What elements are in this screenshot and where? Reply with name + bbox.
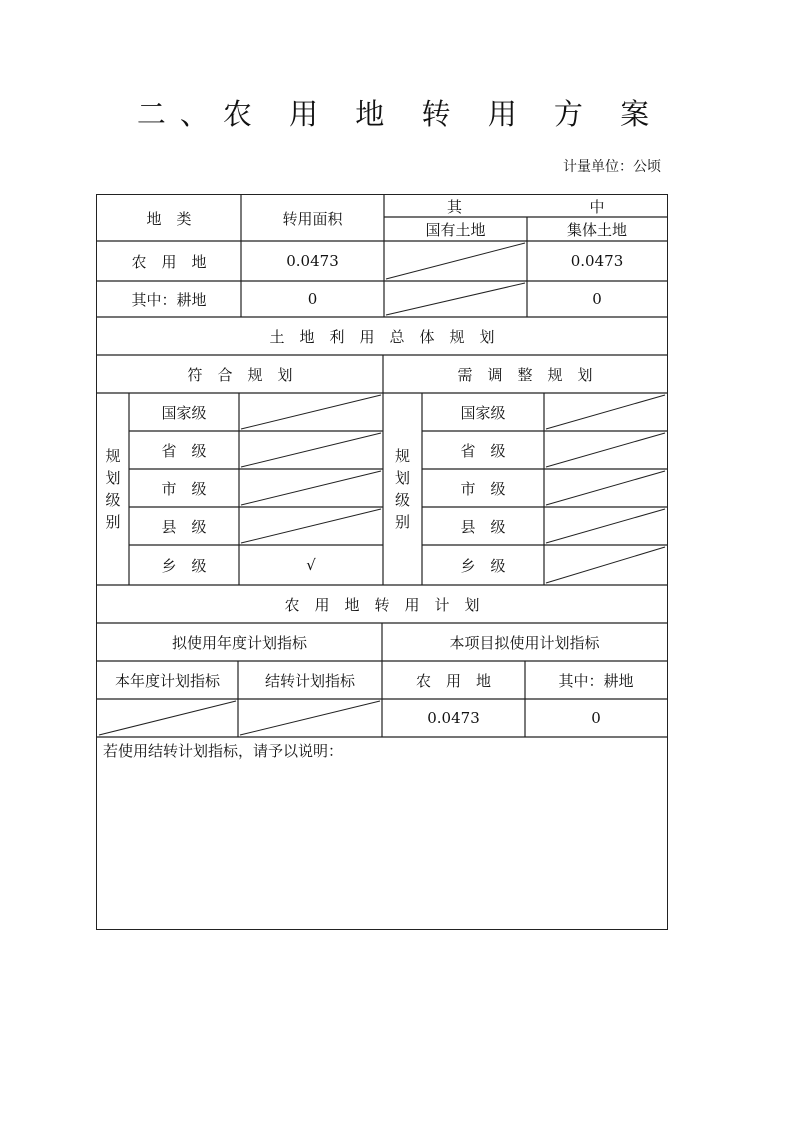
plan-cultivated-label: 其中：耕地 — [558, 671, 634, 690]
adjust-level-county: 县 级 — [460, 517, 506, 536]
conversion-table — [96, 194, 668, 930]
header-converted-area: 转用面积 — [282, 209, 343, 228]
farmland-area: 0.0473 — [286, 252, 339, 270]
level-char: 级 — [105, 491, 121, 509]
level-char: 划 — [105, 469, 121, 487]
level-char: 级 — [394, 491, 410, 509]
adjust-planning-title: 需 调 整 规 划 — [457, 365, 593, 384]
header-of-which-2: 中 — [589, 197, 605, 216]
conform-level-county: 县 级 — [161, 517, 207, 536]
carryover-index-label: 结转计划指标 — [264, 671, 355, 690]
project-plan-title: 本项目拟使用计划指标 — [449, 633, 600, 652]
adjust-level-city: 市 级 — [460, 479, 506, 498]
annual-index-label: 本年度计划指标 — [114, 671, 220, 690]
plan-farmland-value: 0.0473 — [427, 709, 480, 727]
conform-level-city: 市 级 — [161, 479, 207, 498]
conform-level-province: 省 级 — [161, 441, 207, 460]
plan-farmland-label: 农 用 地 — [415, 671, 491, 690]
level-char: 规 — [394, 447, 410, 465]
plan-cultivated-value: 0 — [591, 709, 601, 727]
level-char: 划 — [394, 469, 410, 487]
farmland-collective: 0.0473 — [570, 252, 624, 270]
adjust-level-township: 乡 级 — [460, 556, 506, 575]
level-vertical-label-right — [383, 393, 422, 585]
conform-level-township: 乡 级 — [161, 556, 207, 575]
township-check-mark: √ — [306, 556, 316, 574]
header-collective-land: 集体土地 — [566, 220, 627, 239]
page-title: 二、农 用 地 转 用 方 案 — [136, 97, 664, 131]
level-vertical-label-left — [97, 393, 129, 585]
carryover-note-label: 若使用结转计划指标，请予以说明： — [103, 741, 344, 760]
planning-section-title: 土 地 利 用 总 体 规 划 — [269, 327, 495, 346]
adjust-level-national: 国家级 — [460, 403, 506, 422]
cultivated-collective: 0 — [592, 290, 602, 308]
level-char: 规 — [105, 447, 121, 465]
plan-section-title: 农 用 地 转 用 计 划 — [284, 595, 480, 614]
level-char: 别 — [105, 513, 121, 531]
header-land-type: 地 类 — [146, 209, 192, 228]
adjust-level-province: 省 级 — [460, 441, 506, 460]
conform-level-national: 国家级 — [161, 403, 207, 422]
cultivated-area: 0 — [307, 290, 318, 308]
level-char: 别 — [394, 513, 410, 531]
unit-label: 计量单位：公顷 — [563, 159, 661, 175]
cultivated-label: 其中：耕地 — [131, 290, 207, 309]
farmland-label: 农 用 地 — [131, 252, 207, 271]
conform-planning-title: 符 合 规 划 — [187, 365, 293, 384]
header-of-which-1: 其 — [446, 197, 462, 216]
annual-plan-title: 拟使用年度计划指标 — [171, 633, 307, 652]
header-state-land: 国有土地 — [425, 220, 486, 239]
